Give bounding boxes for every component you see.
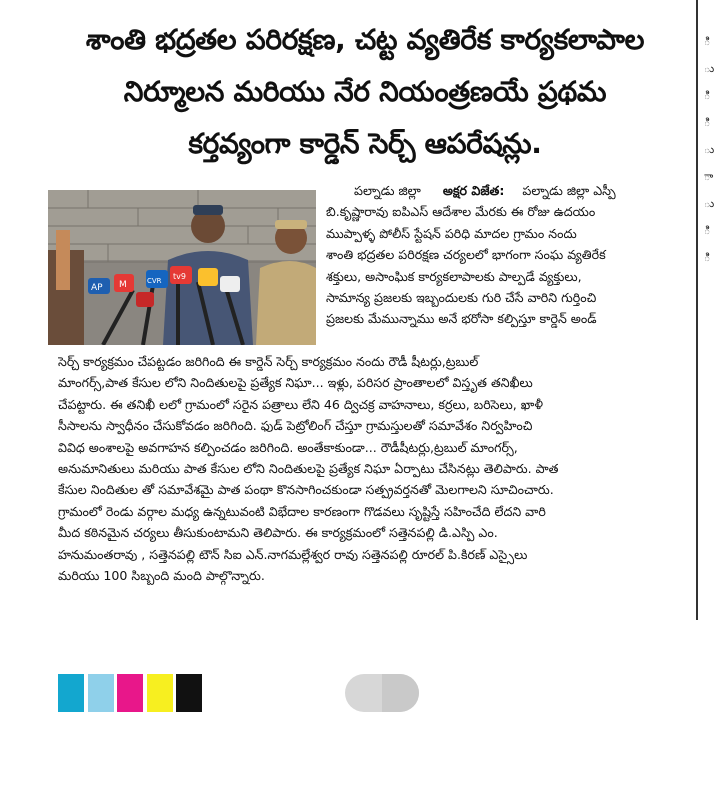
edge-glyph: ి: [704, 116, 711, 129]
article-line: కేసుల నిందితుల తో సమావేశమై పాత పంథా కొనసాగించకుండా సత్ప్రవర్తనతో మెలగాలని సూచించారు.: [58, 482, 554, 498]
byline-reporter: అక్షర విజేత:: [442, 183, 505, 198]
edge-glyph: ి: [704, 224, 711, 237]
edge-glyph: ి: [704, 89, 711, 102]
color-registration-light-cyan: [88, 674, 114, 712]
headline-line-2: నిర్మూలన మరియు నేర నియంత్రణయే ప్రథమ: [123, 75, 607, 108]
article-line: శాంతి భద్రతల పరిరక్షణ చర్యలలో భాగంగా సంఘ వ్యతిరేక: [326, 247, 606, 263]
edge-glyph: ు: [704, 197, 715, 210]
news-photo: [48, 190, 316, 345]
article-full-width: [58, 351, 684, 586]
edge-glyph: ి: [704, 35, 711, 48]
article-line: సామాన్య ప్రజలకు ఇబ్బందులకు గురి చేసే వారిని గుర్తించి: [326, 290, 597, 306]
article-line: మరియు 100 సిబ్బంది మంది పాల్గొన్నారు.: [58, 568, 265, 584]
mic-logo-m: M: [119, 280, 127, 290]
article-line: ప్రజలకు మేమున్నాము అనే భరోసా కల్పిస్తూ కార్డెన్ అండ్: [326, 311, 597, 327]
edge-glyph: ు: [704, 143, 715, 156]
color-registration-magenta: [117, 674, 143, 712]
grey-registration-pill: [345, 674, 419, 712]
article-line: మాంగర్స్,పాత కేసుల లోని నిందితులపై ప్రత్యేక నిఘా... ఇళ్లు, పరిసర ప్రాంతాలలో విస్తృత తనిఖీలు: [58, 375, 533, 391]
mic-logo-cvr: CVR: [147, 277, 162, 285]
mic-logo-ap: AP: [91, 283, 103, 293]
article-line: వివిధ అంశాలపై అవగాహన కల్పించడం జరిగింది. అంతేకాకుండా... రౌడీషీటర్లు,ట్రబుల్ మాంగర్స్,: [58, 439, 518, 455]
color-registration-black: [176, 674, 202, 712]
article-line: అనుమానితులు మరియు పాత కేసుల లోని నిందితులపై ప్రత్యేక నిఘా ఏర్పాటు చేసినట్లు తెలిపారు. పాత: [58, 461, 559, 477]
edge-glyph: ా: [704, 170, 714, 183]
article-line: ముప్పాళ్ళ పోలీస్ స్టేషన్ పరిధి మాదల గ్రామం నందు: [326, 225, 577, 241]
adjacent-column-fragment: [704, 28, 721, 271]
article-line: మీద కఠినమైన చర్యలు తీసుకుంటామని తెలిపారు. ఈ కార్యక్రమంలో సత్తెనపల్లి డి.ఎస్పి ఎం.: [58, 525, 498, 541]
color-registration-cyan: [58, 674, 84, 712]
byline-place: పల్నాడు జిల్లా: [354, 183, 421, 198]
article-line: శక్తులు, అసాంఘిక కార్యకలాపాలకు పాల్పడే వ్యక్తులు,: [326, 268, 582, 284]
edge-glyph: ి: [704, 251, 711, 264]
page-right-divider: [696, 0, 698, 620]
article-text: పల్నాడు జిల్లా ఎస్పీ: [522, 183, 616, 198]
byline-line: [326, 180, 684, 201]
headline: [40, 14, 690, 170]
edge-glyph: ు: [704, 62, 715, 75]
article-right-column: [326, 180, 684, 330]
headline-line-1: శాంతి భద్రతల పరిరక్షణ, చట్ట వ్యతిరేక కార్యకలాపాల: [85, 23, 645, 56]
color-registration-yellow: [147, 674, 173, 712]
article-line: చేపట్టారు. ఈ తనిఖీ లలో గ్రామంలో సరైన పత్రాలు లేని 46 ద్విచక్ర వాహనాలు, కర్రలు, బరిసెలు, ఖాళీ: [58, 396, 544, 412]
article-line: సీసాలను స్వాధీనం చేసుకోవడం జరిగింది. ఫుడ్ పెట్రోలింగ్ చేస్తూ గ్రామస్తులతో సమావేశం నిర్వహించి: [58, 418, 533, 434]
mic-logo-tv9: tv9: [173, 272, 186, 281]
press-meet-photo: [48, 190, 316, 345]
article-line: గ్రామంలో రెండు వర్గాల మధ్య ఉన్నటువంటి విభేదాల కారణంగా గొడవలు సృష్టిస్తే సహించేది లేదని వారి: [58, 503, 546, 519]
article-line: సెర్చ్ కార్యక్రమం చేపట్టడం జరిగింది ఈ కార్డెన్ సెర్చ్ కార్యక్రమం నందు రౌడీ షీటర్లు,ట్రబుల్: [58, 354, 479, 369]
grey-registration-pill-half: [382, 674, 419, 712]
article-line: హనుమంతరావు , సత్తెనపల్లి టౌన్ సిఐ ఎన్.నాగమల్లేశ్వర రావు సత్తెనపల్లి రూరల్ పి.కిరణ్ ఎస్సైలు: [58, 546, 528, 562]
article-line: బి.కృష్ణారావు ఐపిఎస్ ఆదేశాల మేరకు ఈ రోజు ఉదయం: [326, 204, 596, 220]
headline-line-3: కర్తవ్యంగా కార్డెన్ సెర్చ్ ఆపరేషన్లు.: [188, 127, 542, 160]
